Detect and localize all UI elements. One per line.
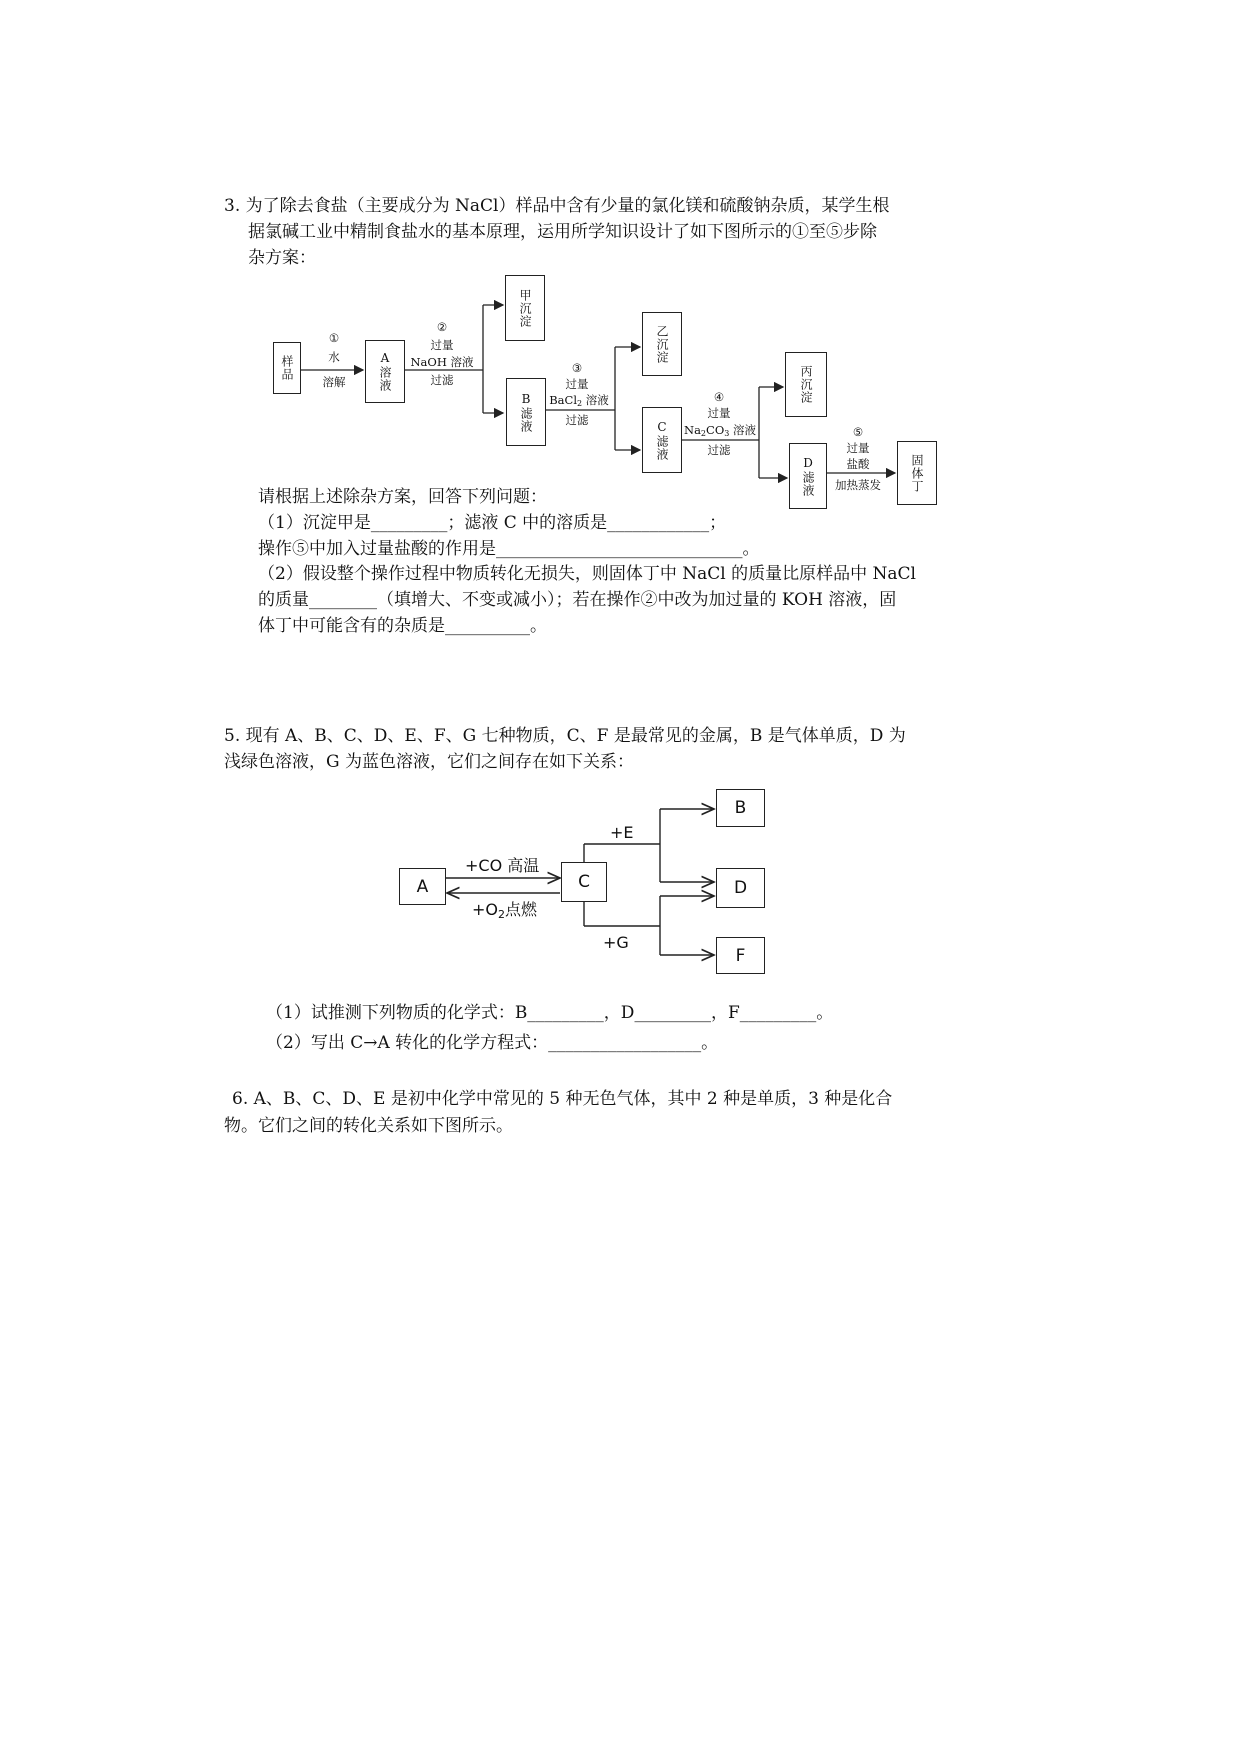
step4-reagent-b: CO	[706, 423, 725, 437]
step4-reagent-sub2: 3	[724, 429, 730, 438]
label-plus-g: +G	[603, 933, 629, 952]
q6-line2: 物。它们之间的转化关系如下图所示。	[224, 1116, 513, 1136]
q3-answer-prompt: 请根据上述除杂方案，回答下列问题：	[258, 487, 547, 507]
q5-sub1: （1）试推测下列物质的化学式：B_________，D_________，F_________。	[266, 1003, 834, 1023]
label-plus-e: +E	[610, 823, 634, 842]
step5-operation: 加热蒸发	[835, 478, 881, 492]
step3-reagent-a: BaCl	[549, 393, 578, 407]
step4-reagent-c: 溶液	[729, 423, 756, 437]
step3-reagent-b: 溶液	[582, 393, 609, 407]
q5-sub2: （2）写出 C→A 转化的化学方程式：__________________。	[266, 1033, 719, 1053]
q3-sub1-line2: 操作⑤中加入过量盐酸的作用是_____________________________。	[258, 539, 760, 559]
label-o2-a: +O	[472, 900, 498, 919]
label-o2-sub: 2	[498, 908, 505, 921]
step3-operation: 过滤	[565, 413, 589, 427]
step2-amount: 过量	[430, 338, 454, 352]
box-solid-ding-label: 固体丁	[910, 453, 924, 493]
q3-sub2-line1: （2）假设整个操作过程中物质转化无损失，则固体丁中 NaCl 的质量比原样品中 NaCl	[258, 564, 916, 584]
q3-sub2-line3: 体丁中可能含有的杂质是__________。	[258, 616, 547, 636]
label-o2-ignite	[472, 897, 537, 921]
label-co-high-temp: +CO 高温	[465, 856, 540, 875]
step4-reagent-a: Na	[684, 423, 701, 437]
step5-amount: 过量	[846, 441, 870, 455]
q3-sub1-line1: （1）沉淀甲是_________；滤液 C 中的溶质是____________；	[258, 513, 727, 533]
box-precip-yi-label: 乙沉淀	[655, 324, 669, 364]
node-a	[399, 868, 446, 905]
q5-intro-line1: 5. 现有 A、B、C、D、E、F、G 七种物质，C、F 是最常见的金属，B 是气体单质，D 为	[224, 726, 906, 746]
box-c-filtrate-label: C滤液	[655, 419, 669, 461]
label-o2-b: 点燃	[505, 900, 538, 919]
q3-intro-line3: 杂方案：	[248, 248, 316, 268]
node-a-label: A	[416, 876, 429, 897]
q6-line1: 6. A、B、C、D、E 是初中化学中常见的 5 种无色气体，其中 2 种是单质，3 种是化合	[232, 1089, 893, 1109]
step3-number: ③	[571, 361, 583, 375]
step2-reagent: NaOH 溶液	[410, 355, 474, 369]
node-b-label: B	[734, 798, 747, 818]
node-b	[716, 789, 765, 827]
step4-amount: 过量	[707, 406, 731, 420]
box-sample-label: 样品	[280, 355, 294, 381]
step1-reagent: 水	[328, 350, 340, 364]
box-precip-jia-label: 甲沉淀	[518, 288, 532, 328]
box-d-filtrate-label: D滤液	[801, 455, 815, 497]
step1-number: ①	[328, 331, 340, 345]
step3-reagent-sub: 2	[577, 399, 583, 408]
q5-intro-line2: 浅绿色溶液，G 为蓝色溶液，它们之间存在如下关系：	[224, 752, 634, 772]
node-d-label: D	[733, 878, 748, 898]
q3-intro-line1: 3. 为了除去食盐（主要成分为 NaCl）样品中含有少量的氯化镁和硫酸钠杂质，某学生根	[224, 196, 890, 216]
step2-operation: 过滤	[430, 373, 454, 387]
box-precip-bing-label: 丙沉淀	[799, 365, 813, 404]
step4-reagent-sub: 2	[700, 429, 707, 438]
step4-operation: 过滤	[707, 443, 731, 457]
box-a-solution-label: A溶液	[378, 351, 392, 392]
step1-operation: 溶解	[322, 375, 346, 389]
node-d	[716, 868, 765, 908]
node-f-label: F	[735, 945, 746, 966]
step4-number: ④	[713, 390, 725, 404]
step3-amount: 过量	[565, 377, 589, 391]
node-c-label: C	[578, 872, 590, 892]
node-c	[561, 862, 607, 902]
box-b-filtrate-label: B滤液	[519, 391, 533, 433]
step5-reagent: 盐酸	[846, 457, 870, 471]
q3-intro-line2: 据氯碱工业中精制食盐水的基本原理，运用所学知识设计了如下图所示的①至⑤步除	[248, 222, 877, 242]
step5-number: ⑤	[852, 425, 864, 439]
node-f	[716, 937, 765, 974]
q3-sub2-line2: 的质量________（填增大、不变或减小）；若在操作②中改为加过量的 KOH 溶液，固	[258, 590, 897, 610]
step2-number: ②	[436, 320, 448, 334]
